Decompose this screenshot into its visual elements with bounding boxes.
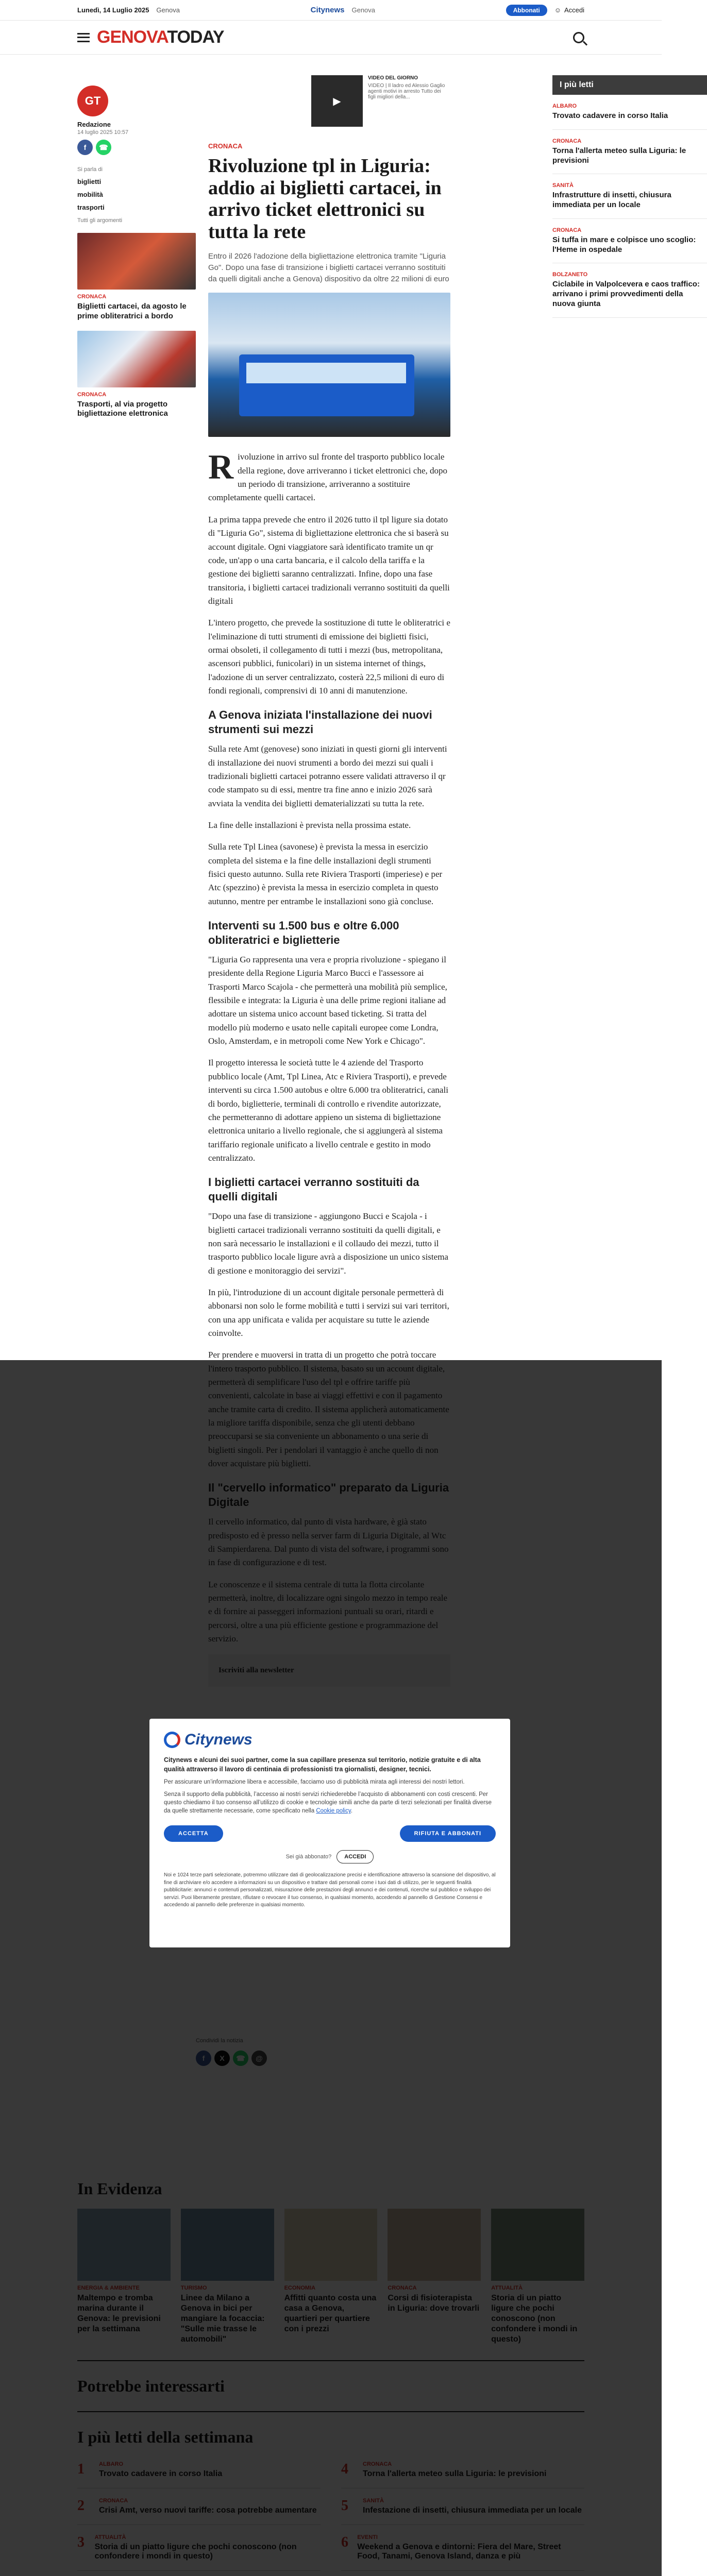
related-image — [77, 331, 196, 387]
most-read-category: BOLZANETO — [552, 272, 588, 278]
article-lead: Entro il 2026 l'adozione della bigliettazione elettronica tramite "Liguria Go". Dopo una fase di transizione i biglietti cartacei verranno sostituiti da quelli digitali anche a Genova) dispositivo da oltre 22 milioni di euro — [208, 252, 449, 283]
site-logo[interactable]: GENOVATODAY — [97, 27, 224, 47]
article-paragraph: Sulla rete Tpl Linea (savonese) è prevista la messa in esercizio completa del sistema e la fine delle installazioni degli strumenti fisici questo autunno. Sulla rete Riviera Trasporti (imperiese) e per Atc (spezzino) è prevista la messa in esercizio completa in questo autunno, mentre per entrambe le installazioni sono già concluse. — [208, 842, 443, 906]
related-title[interactable]: Trasporti, al via progetto bigliettazione elettronica — [77, 399, 168, 418]
tag-link[interactable]: biglietti — [77, 178, 102, 185]
login-link[interactable] — [554, 6, 584, 14]
consent-overlay[interactable] — [0, 1360, 662, 2576]
drop-cap: R — [208, 447, 234, 487]
related-title[interactable]: Biglietti cartacei, da agosto le prime obliteratrici a bordo — [77, 302, 187, 320]
most-read-item[interactable] — [552, 130, 707, 175]
citynews-logo: Citynews — [164, 1731, 496, 1749]
article-paragraph: La prima tappa prevede che entro il 2026 tutto il tpl ligure sia dotato di "Liguria Go", sistema di bigliettazione elettronica che si baserà su account digitale. Ogni viaggiatore sarà identificato tramite un qr code, un'app o una carta bancaria, e il calcolo della tariffa e la gestione dei biglietti saranno centralizzati. Infine, dopo una fase transitoria, i biglietti cartacei tradizionali verranno sostituiti da quelli digitali — [208, 514, 450, 606]
most-read-item[interactable] — [552, 263, 707, 317]
consent-fineprint: Noi e 1024 terze parti selezionate, potremmo utilizzare dati di geolocalizzazione precisi e identificazione attraverso la scansione del dispositivo, al fine di archiviare e/o accedere a informazioni su un dispositivo e trattare dati personali come i tuoi dati di utilizzo, per le seguenti finalità pubblicitarie: annunci e contenuti personalizzati, misurazione delle prestazioni degli annunci e dei contenuti, ricerche sul pubblico e sviluppo dei servizi. Puoi liberamente prestare, rifiutare o revocare il tuo consenso, in qualsiasi momento, accedendo al pannello di Gestione Consensi e accedendo al pannello delle preferenze in qualsiasi momento. — [164, 1872, 496, 1908]
most-read-title-link[interactable]: Si tuffa in mare e colpisce uno scoglio: l'Heme in ospedale — [552, 235, 696, 254]
most-read-title-link[interactable]: Ciclabile in Valpolcevera e caos traffico: arrivano i primi provvedimenti della nuova giunta — [552, 280, 700, 308]
most-read-title-link[interactable]: Trovato cadavere in corso Italia — [552, 111, 668, 120]
most-read-category: CRONACA — [552, 227, 582, 233]
subscribe-button[interactable]: Abbonati — [506, 5, 547, 16]
article-category[interactable]: CRONACA — [208, 142, 243, 150]
top-date: Lunedì, 14 Luglio 2025 — [77, 6, 149, 14]
cookie-consent-modal — [149, 1719, 510, 1947]
most-read-title-link[interactable]: Torna l'allerta meteo sulla Liguria: le previsioni — [552, 146, 686, 165]
video-of-the-day[interactable] — [311, 75, 450, 127]
login-button[interactable]: ACCEDI — [336, 1850, 374, 1863]
hamburger-icon[interactable] — [77, 33, 90, 42]
citynews-logo-icon — [164, 1732, 180, 1748]
related-image — [77, 233, 196, 290]
article-paragraph: Il progetto interessa le società tutte le 4 aziende del Trasporto pubblico locale (Amt, Tpl Linea, Atc e Riviera Trasporti), e prevede interventi su circa 1.500 autobus e oltre 6.000 tra obliteratrici, canali di bordo, biglietterie, terminali di controllo e rivendite autorizzate, che permetteranno di adottare appieno un sistema di bigliettazione elettronica unitario a livello regionale, che si aggiungerà al sistema tariffario regionale unificato a livello centrale e gestito in modo centralizzato. — [208, 1058, 448, 1163]
already-subscribed-label: Sei già abbonato? — [285, 1854, 332, 1860]
article-hero-image — [208, 293, 450, 437]
video-label: VIDEO DEL GIORNO — [368, 75, 418, 81]
consent-text: Per assicurare un’informazione libera e accessibile, facciamo uso di pubblicità mirata agli interessi dei nostri lettori. — [164, 1779, 465, 1785]
most-read-item[interactable] — [552, 95, 707, 130]
tag-link[interactable]: trasporti — [77, 204, 105, 211]
cookie-policy-link[interactable]: Cookie policy — [316, 1808, 351, 1815]
network-logo[interactable]: Citynews — [310, 6, 345, 14]
video-text[interactable]: VIDEO | Il ladro ed Alessio Gaglio agenti motivi in arresto Tutto dei figli migliori della... — [368, 83, 445, 100]
most-read-item[interactable] — [552, 174, 707, 219]
most-read-title-link[interactable]: Infrastrutture di insetti, chiusura immediata per un locale — [552, 191, 671, 209]
article-paragraph: "Dopo una fase di transizione - aggiungono Bucci e Scajola - i biglietti cartacei tradizionali verranno sostituiti da quelli digitali, e non sarà necessario le installazioni e il collaudo dei mezzi, tutto il trasporto pubblico locale ligure avrà a disposizione un unico sistema di gestione e monitoraggio dei servizi". — [208, 1211, 448, 1276]
most-read-category: ALBARO — [552, 103, 577, 109]
play-icon[interactable]: ▶ — [311, 75, 363, 127]
most-read-category: CRONACA — [552, 138, 582, 144]
search-icon[interactable] — [573, 32, 584, 43]
related-card[interactable] — [77, 233, 196, 321]
consent-text: Senza il supporto della pubblicità, l’accesso ai nostri servizi richiederebbe l’acquisto di abbonamenti con costi crescenti. Per questo chiediamo il tuo consenso all’utilizzo di cookie e tecnologie simili anche da parte di terzi selezionati per finalità diverse da quelle strettamente necessarie, come specificato nella Cookie policy. — [164, 1791, 492, 1815]
article-paragraph: L'intero progetto, che prevede la sostituzione di tutte le obliteratrici e l'eliminazione di tutti strumenti di emissione dei biglietti fisici, ormai obsoleti, il collegamento di tutti i mezzi (bus, metropolitana, ascensori pubblici, funicolari) in un sistema internet of things, l'adozione di un server centralizzato, costerà 22,5 milioni di euro di fondi regionali, comprensivi di 10 anni di manutenzione. — [208, 618, 450, 696]
author-date: 14 luglio 2025 10:57 — [77, 129, 129, 135]
top-city[interactable]: Genova — [156, 6, 180, 14]
most-read-title: I più letti — [552, 75, 707, 95]
article-subheading: A Genova iniziata l'installazione dei nuovi strumenti sui mezzi — [208, 708, 432, 736]
facebook-share-icon[interactable]: f — [77, 140, 93, 155]
article-paragraph: "Liguria Go rappresenta una vera e propria rivoluzione - spiegano il presidente della Regione Liguria Marco Bucci e l'assessore ai Trasporti Marco Scajola - che permetterà una mobilità più semplice, flessibile e integrata: la Liguria è una delle prime regioni italiane ad adottare un sistema unico account based ticketing. Si tratta del modello più moderno e usato nelle capitali europee come Londra, Oslo, Amsterdam, e in metropoli come New York e Chicago". — [208, 955, 447, 1046]
already-subscribed-row — [164, 1850, 496, 1863]
consent-text: Citynews e alcuni dei suoi partner, come la sua capillare presenza sul territorio, notizie gratuite e di alta qualità attraverso il lavoro di centinaia di professionisti tra giornalisti, designer, tecnici. — [164, 1756, 481, 1773]
article-subheading: I biglietti cartacei verranno sostituiti da quelli digitali — [208, 1176, 419, 1203]
site-header — [0, 21, 662, 55]
author-name[interactable]: Redazione — [77, 121, 111, 128]
tag-link[interactable]: mobilità — [77, 191, 103, 198]
article-paragraph: In più, l'introduzione di un account digitale personale permetterà di abbonarsi non solo le forme mobilità e tutti i servizi sui vari territori, con una app unificata e valida per acquistare su tutte le aziende coinvolte. — [208, 1287, 449, 1338]
video-meta — [368, 75, 445, 127]
author-avatar[interactable]: GT — [77, 86, 108, 116]
article-paragraph: Sulla rete Amt (genovese) sono iniziati in questi giorni gli interventi di installazione dei nuovi strumenti a bordo dei mezzi sui quali i tradizionali biglietti cartacei potranno essere validati attraverso il qr code stampato su di essi, mentre tra fine anno e inizio 2026 sarà avviata la vendita dei biglietti dematerializzati su tutta la rete. — [208, 744, 447, 808]
article-title: Rivoluzione tpl in Liguria: addio ai biglietti cartacei, in arrivo ticket elettronici su tutta la rete — [208, 155, 442, 243]
article-paragraph: Per prendere e muoversi in tratta di un progetto che potrà toccare — [208, 1350, 436, 1360]
reject-subscribe-button[interactable]: RIFIUTA E ABBONATI — [400, 1825, 496, 1842]
user-icon: ☺ — [554, 6, 561, 14]
share-buttons — [77, 140, 196, 155]
tags-title: Si parla di — [77, 166, 103, 173]
article-paragraph: Rivoluzione in arrivo sul fronte del trasporto pubblico locale della regione, dove arriveranno i ticket elettronici che, dopo un periodo di transizione, arriveranno a sostituire completamente quelli cartacei. — [208, 447, 447, 503]
whatsapp-share-icon[interactable]: ☎ — [96, 140, 111, 155]
related-category: CRONACA — [77, 294, 107, 300]
article-paragraph: La fine delle installazioni è prevista nella prossima estate. — [208, 820, 411, 830]
login-label: Accedi — [564, 6, 584, 14]
all-tags-link[interactable]: Tutti gli argomenti — [77, 217, 123, 224]
top-bar — [0, 0, 662, 21]
most-read-item[interactable] — [552, 219, 707, 264]
weather-widget[interactable]: Genova — [351, 6, 376, 14]
consent-buttons — [164, 1825, 496, 1842]
most-read-category: SANITÀ — [552, 182, 574, 189]
related-category: CRONACA — [77, 391, 107, 398]
accept-button[interactable]: ACCETTA — [164, 1825, 223, 1842]
article-subheading: Interventi su 1.500 bus e oltre 6.000 obliteratrici e biglietterie — [208, 919, 399, 946]
related-card[interactable] — [77, 331, 196, 419]
